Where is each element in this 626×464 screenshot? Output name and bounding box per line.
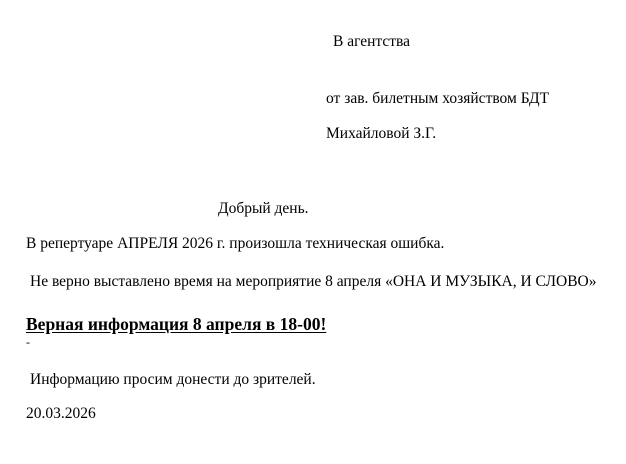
paragraph-request: Информацию просим донести до зрителей. xyxy=(30,371,316,388)
paragraph-error-notice: В репертуаре АПРЕЛЯ 2026 г. произошла техническая ошибка. xyxy=(26,235,445,252)
sender-name-line: Михайловой З.Г. xyxy=(326,125,437,142)
stray-dash: - xyxy=(26,335,30,349)
document-date: 20.03.2026 xyxy=(26,405,96,422)
greeting: Добрый день. xyxy=(218,200,309,217)
paragraph-wrong-time: Не верно выставлено время на мероприятие 8 апреля «ОНА И МУЗЫКА, И СЛОВО» xyxy=(30,273,597,290)
sender-position-line: от зав. билетным хозяйством БДТ xyxy=(326,90,550,107)
recipient-line: В агентства xyxy=(333,33,411,50)
correct-info-highlight: Верная информация 8 апреля в 18-00! xyxy=(26,314,327,334)
